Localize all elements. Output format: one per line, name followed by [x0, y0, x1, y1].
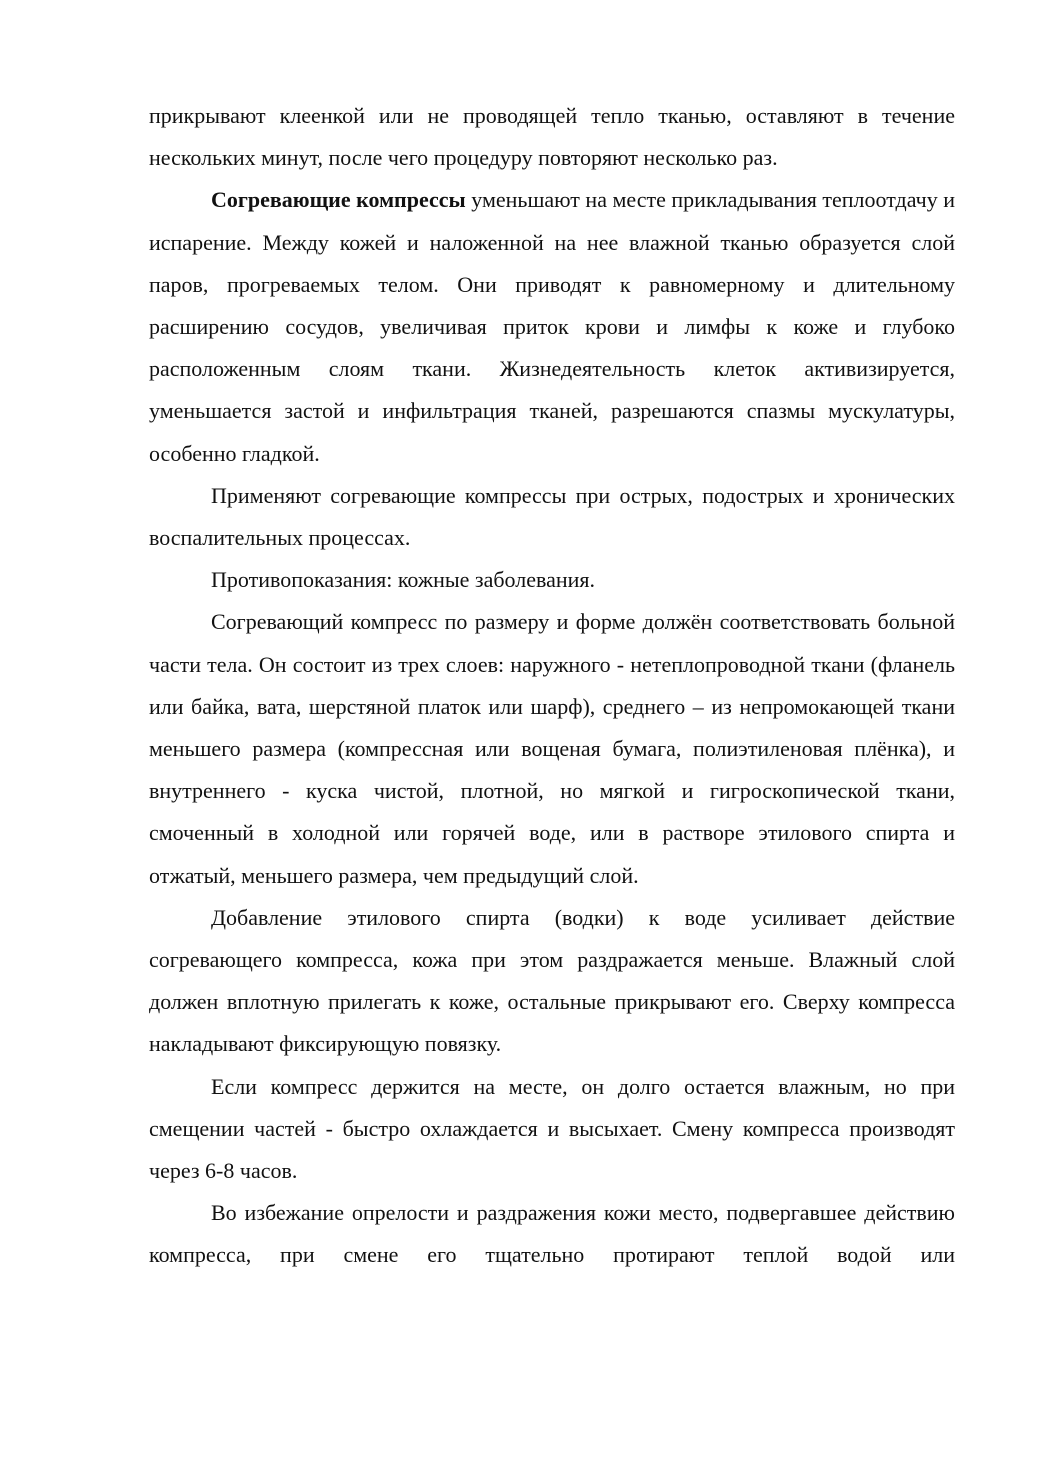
paragraph-text: прикрывают клеенкой или не проводящей тепло тканью, оставляют в течение нескольких минут, после чего процедуру повторяют несколько раз. [149, 103, 955, 171]
paragraph-text: Добавление этилового спирта (водки) к воде усиливает действие согревающего компресса, кожа при этом раздражается меньше. Влажный слой должен вплотную прилегать к коже, остальные прикрывают его. Сверху компресса накладывают фиксирующую повязку. [149, 904, 955, 1057]
paragraph-compress-change [149, 1066, 955, 1193]
paragraph-warming-compresses [149, 179, 955, 474]
term-warming-compresses: Согревающие компрессы [211, 187, 466, 213]
paragraph-text: уменьшают на месте прикладывания теплоотдачу и испарение. Между кожей и наложенной на нее влажной тканью образуется слой паров, прогреваемых телом. Они приводят к равномерному и длительному расширению сосудов, увеличивая приток крови и лимфы к коже и глубоко расположенным слоям ткани. Жизнедеятельность клеток активизируется, уменьшается застой и инфильтрация тканей, разрешаются спазмы мускулатуры, особенно гладкой. [149, 187, 955, 466]
document-body [149, 95, 955, 1277]
paragraph-text: Применяют согревающие компрессы при острых, подострых и хронических воспалительных процессах. [149, 482, 955, 551]
paragraph-indications [149, 475, 955, 559]
paragraph-text: Противопоказания: кожные заболевания. [211, 567, 596, 593]
paragraph-alcohol [149, 897, 955, 1066]
paragraph-text: Согревающий компресс по размеру и форме должён соответствовать больной части тела. Он состоит из трех слоев: наружного - нетеплопроводной ткани (фланель или байка, вата, шерстяной платок или шарф), среднего – из непромокающей ткани меньшего размера (компрессная или вощеная бумага, полиэтиленовая плёнка), и внутреннего - куска чистой, плотной, но мягкой и гигроскопической ткани, смоченный в холодной или горячей воде, или в растворе этилового спирта и отжатый, меньшего размера, чем предыдущий слой. [149, 609, 955, 888]
paragraph-text: Во избежание опрелости и раздражения кожи место, подвергавшее действию компресса, при смене его тщательно протирают теплой водой или [149, 1200, 955, 1268]
paragraph-contraindications [149, 559, 955, 601]
paragraph-continuation [149, 95, 955, 179]
paragraph-text: Если компресс держится на месте, он долго остается влажным, но при смещении частей - быстро охлаждается и высыхает. Смену компресса производят через 6-8 часов. [149, 1073, 955, 1184]
paragraph-compress-layers [149, 601, 955, 896]
paragraph-skin-care [149, 1192, 955, 1276]
